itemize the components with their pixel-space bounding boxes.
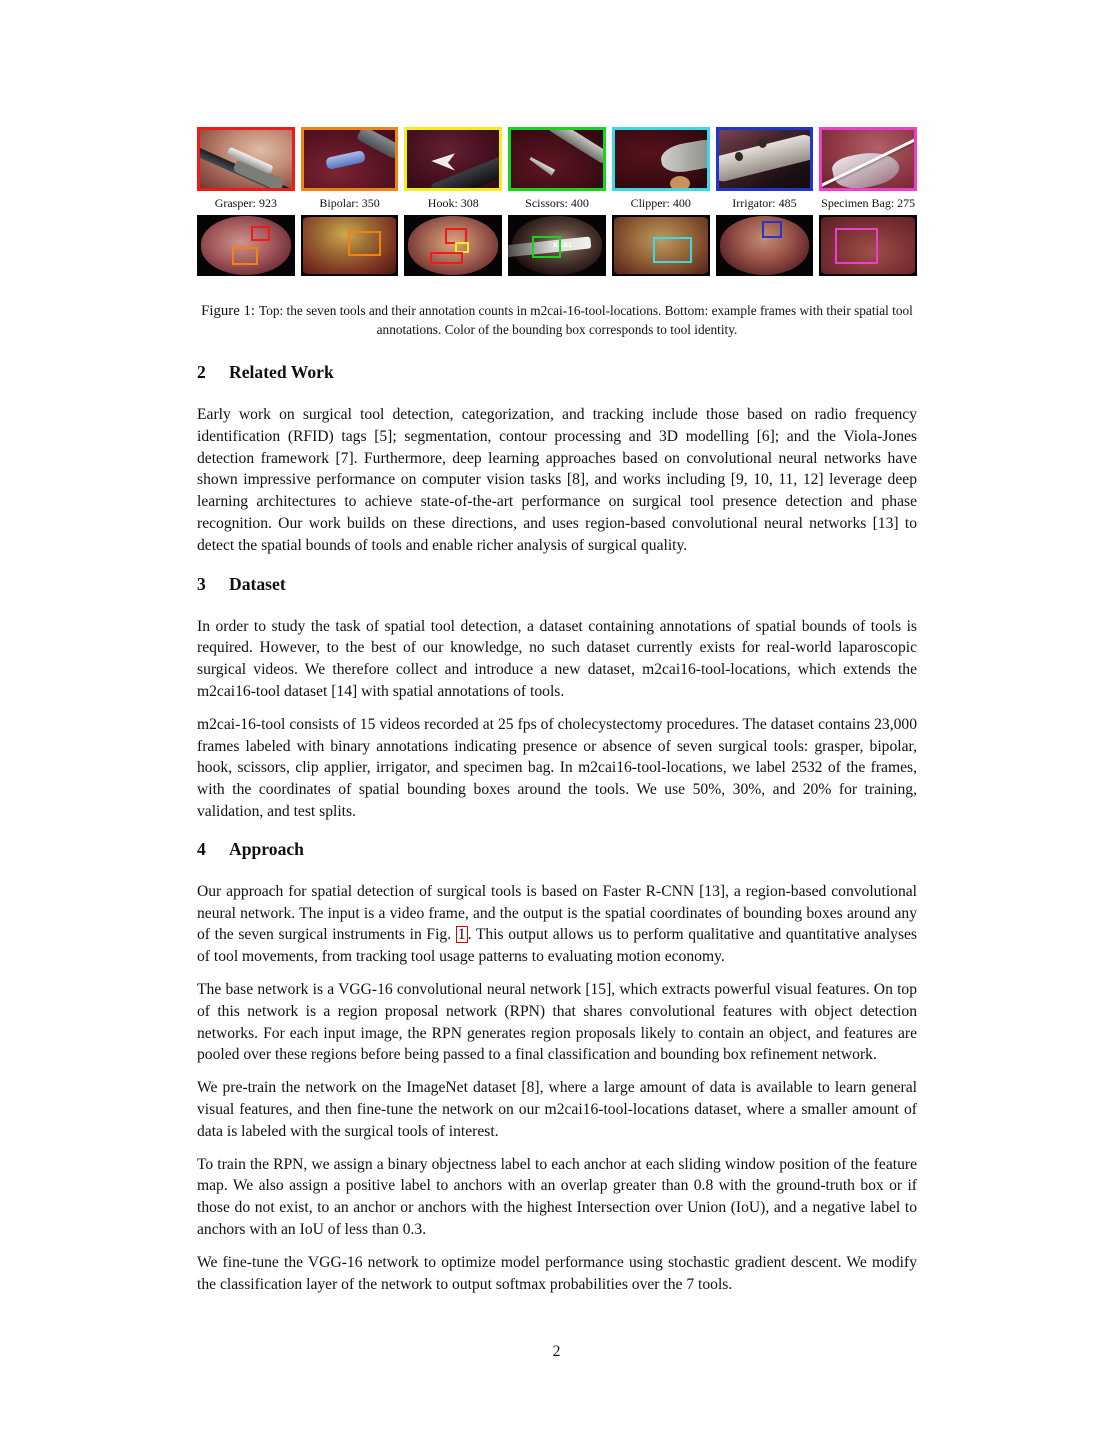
hook-photo: [407, 130, 499, 188]
tool-brand-text: KARL: [553, 241, 573, 249]
tool-label-grasper: Grasper: 923: [214, 196, 278, 210]
grasper-photo: [200, 130, 292, 188]
frame-image-4: [508, 215, 606, 276]
scissors-photo: [511, 130, 603, 188]
tool-label-clipper: Clipper: 400: [630, 196, 691, 210]
tool-image-clipper: [612, 127, 710, 191]
figure-1: [197, 127, 917, 338]
frame-image-3: [404, 215, 502, 276]
tool-image-irrigator: [716, 127, 814, 191]
paragraph-text: . This output allows us to perform qualitative and quantitative analyses of tool movements, from tracking tool usage patterns to evaluating motion economy.: [197, 926, 918, 966]
bounding-box-bipolar: [348, 231, 381, 257]
example-frame-row: [197, 215, 917, 276]
section-heading-dataset: [197, 574, 917, 595]
specimen-bag-photo: [822, 130, 914, 188]
irrigator-photo: [719, 130, 811, 188]
tool-image-scissors: [508, 127, 606, 191]
tool-image-bipolar: [301, 127, 399, 191]
tool-label-row: [197, 196, 917, 211]
section-number: 3: [197, 573, 206, 594]
frame-image-2: [301, 215, 399, 276]
endoscope-view: [201, 216, 291, 275]
figure-caption-label: Figure 1:: [201, 303, 256, 319]
bounding-box-grasper: [251, 226, 271, 241]
section-number: 2: [197, 362, 206, 382]
tool-label-scissors: Scissors: 400: [525, 196, 589, 210]
endoscope-view: [408, 216, 498, 275]
approach-paragraph-1: [197, 881, 917, 968]
tool-image-hook: [404, 127, 502, 191]
frame-image-1: [197, 215, 295, 276]
bipolar-photo: [304, 130, 396, 188]
bounding-box-irrigator: [762, 221, 782, 238]
page-number: 2: [552, 1343, 561, 1360]
content-column: [197, 0, 917, 1295]
clipper-photo: [615, 130, 707, 188]
bounding-box-clipper: [653, 237, 692, 263]
related-work-paragraph-1: Early work on surgical tool detection, categorization, and tracking include those based on radio frequency identification (RFID) tags [5]; segmentation, contour processing and 3D modelling [6]; and the Viola-Jones detection framework [7]. Furthermore, deep learning approaches based on convolutional neural networks have shown impressive performance on computer vision tasks [8], and works including [9, 10, 11, 12] leverage deep learning architectures to achieve state-of-the-art performance on surgical tool presence detection and phase recognition. Our work builds on these directions, and uses region-based convolutional neural networks [13] to detect the spatial bounds of tools and enable richer analysis of surgical quality.: [197, 406, 917, 554]
tool-label-hook: Hook: 308: [427, 196, 479, 210]
dataset-paragraph-2: m2cai-16-tool consists of 15 videos recorded at 25 fps of cholecystectomy procedures. The dataset contains 23,000 frames labeled with binary annotations indicating presence or absence of seven surgical tools: grasper, bipolar, hook, scissors, clip applier, irrigator, and specimen bag. In m2cai16-tool-locations, we label 2532 of the frames, with the coordinates of spatial bounding boxes around the tools. We use 50%, 30%, and 20% for training, validation, and test splits.: [197, 715, 917, 820]
tool-label-bipolar: Bipolar: 350: [319, 196, 380, 210]
frame-image-5: [612, 215, 710, 276]
section-title: Related Work: [229, 362, 334, 382]
approach-paragraph-4: To train the RPN, we assign a binary objectness label to each anchor at each sliding window position of the feature map. We also assign a positive label to anchors with an overlap greater than 0.8 with the ground-truth box or if those do not exist, to an anchor or anchors with the highest Intersection over Union (IoU), and a negative label to anchors with an IoU of less than 0.3.: [197, 1155, 917, 1238]
section-title: Approach: [229, 838, 304, 859]
bounding-box-bipolar: [232, 247, 257, 265]
approach-paragraph-5: We fine-tune the VGG-16 network to optimize model performance using stochastic gradient descent. We modify the classification layer of the network to output softmax probabilities over the 7 tools.: [197, 1253, 917, 1293]
figure-reference-link[interactable]: 1: [457, 926, 466, 944]
figure-caption: [197, 302, 917, 338]
paragraph-text: Our approach for spatial detection of surgical tools is based on Faster R-CNN [13], a region-based convolutional neural network. The input is a video frame, and the output is the spatial coordinates of bounding boxes around any of the seven surgical instruments in Fig.: [197, 882, 917, 944]
tool-image-specimen-bag: [819, 127, 917, 191]
figure-caption-text: Top: the seven tools and their annotation counts in m2cai-16-tool-locations. Bottom: example frames with their spatial tool annotations. Color of the bounding box corresponds to tool identity.: [259, 303, 913, 337]
bounding-box-grasper: [430, 252, 463, 264]
bounding-box-scissors: [532, 236, 561, 258]
section-heading-related-work: [197, 362, 917, 383]
tool-image-grasper: [197, 127, 295, 191]
section-number: 4: [197, 838, 206, 859]
approach-paragraph-2: The base network is a VGG-16 convolutional neural network [15], which extracts powerful visual features. On top of this network is a region proposal network (RPN) that shares convolutional features with object detection networks. For each input image, the RPN generates region proposals likely to contain an object, and features are pooled over these regions before being passed to a final classification and bounding box refinement network.: [197, 980, 917, 1064]
approach-paragraph-3: We pre-train the network on the ImageNet dataset [8], where a large amount of data is available to learn general visual features, and then fine-tune the network on our m2cai16-tool-locations dataset, where a smaller amount of data is labeled with the surgical tools of interest.: [197, 1079, 917, 1140]
tool-label-irrigator: Irrigator: 485: [732, 196, 797, 210]
section-title: Dataset: [229, 573, 286, 594]
bounding-box-specimen-bag: [835, 228, 878, 263]
tool-image-row: [197, 127, 917, 191]
section-heading-approach: [197, 839, 917, 860]
dataset-paragraph-1: In order to study the task of spatial tool detection, a dataset containing annotations of spatial bounds of tools is required. However, to the best of our knowledge, no such dataset currently exists for real-world laparoscopic surgical videos. We therefore collect and introduce a new dataset, m2cai16-tool-locations, which extends the m2cai16-tool dataset [14] with spatial annotations of tools.: [197, 617, 917, 700]
frame-image-6: [716, 215, 814, 276]
frame-image-7: [819, 215, 917, 276]
tool-label-specimen-bag: Specimen Bag: 275: [821, 196, 916, 210]
